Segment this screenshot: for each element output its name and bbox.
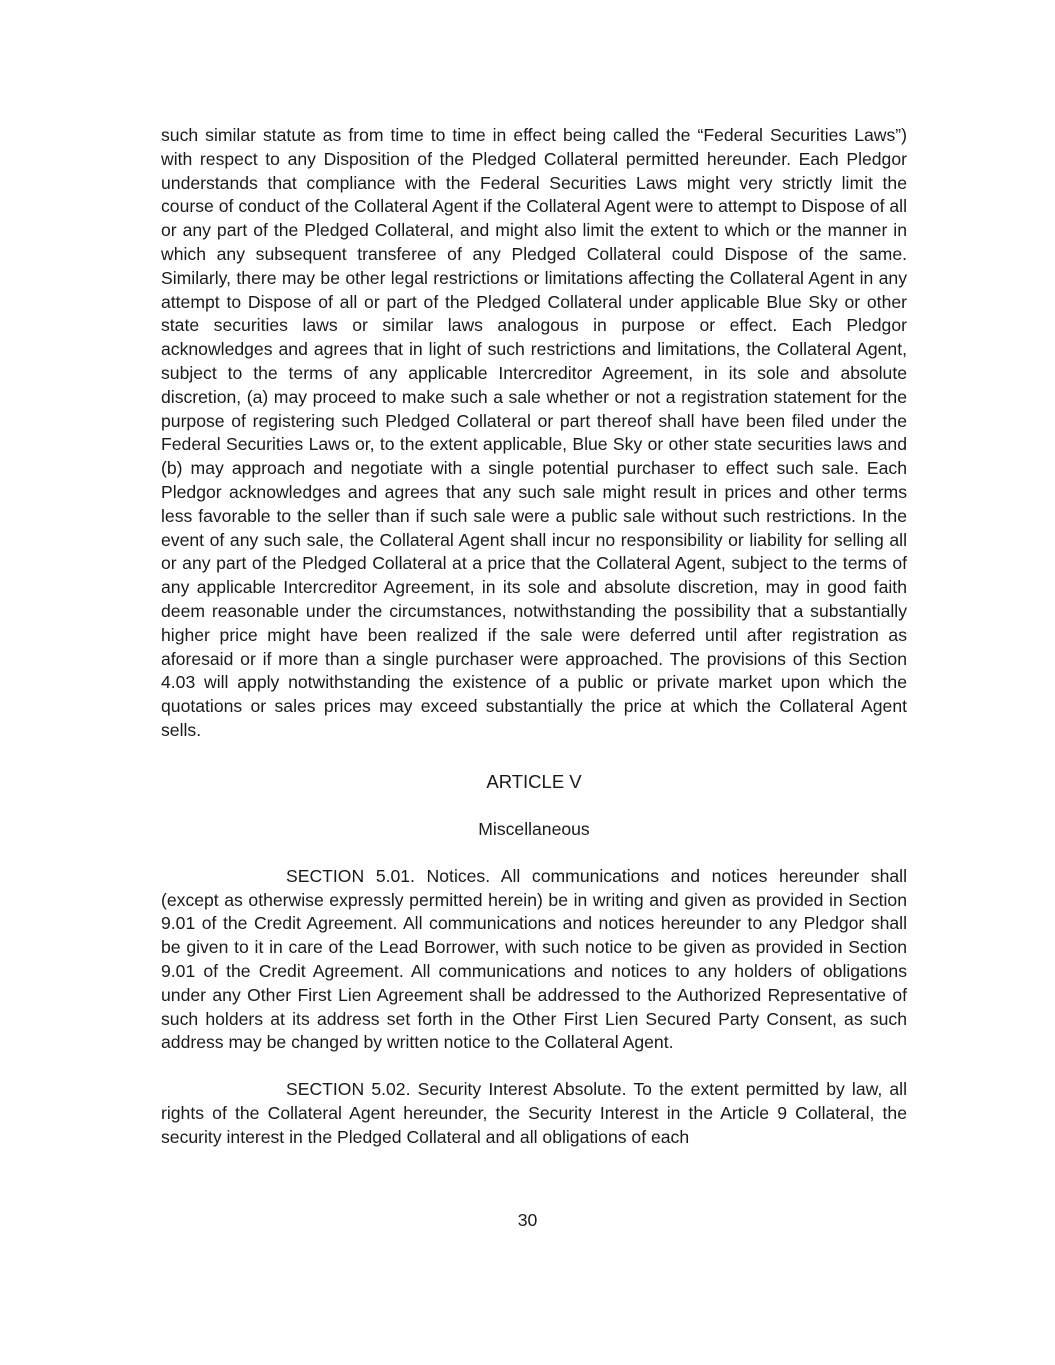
section-5-01-notices: SECTION 5.01. Notices. All communications and notices hereunder shall (except as otherwise expressly permitted herein) be in writing and given as provided in Section 9.01 of the Credit Agreement. All communications and notices hereunder to any Pledgor shall be given to it in care of the Lead Borrower, with such notice to be given as provided in Section 9.01 of the Credit Agreement. All communications and notices to any holders of obligations under any Other First Lien Agreement shall be addressed to the Authorized Representative of such holders at its address set forth in the Other First Lien Secured Party Consent, as such address may be changed by written notice to the Collateral Agent. [161, 865, 907, 1053]
page-number: 30 [517, 1210, 538, 1230]
section-5-02-security-interest-absolute: SECTION 5.02. Security Interest Absolute. To the extent permitted by law, all rights of the Collateral Agent hereunder, the Security Interest in the Article 9 Collateral, the security interest in the Pledged Collateral and all obligations of each [161, 1079, 907, 1147]
page-body [161, 124, 907, 1149]
article-title: Miscellaneous [478, 818, 590, 839]
article-heading: ARTICLE V [486, 770, 582, 792]
continuation-paragraph: such similar statute as from time to time in effect being called the “Federal Securities Laws”) with respect to any Disposition of the Pledged Collateral permitted hereunder. Each Pledgor understands that compliance with the Federal Securities Laws might very strictly limit the course of conduct of the Collateral Agent if the Collateral Agent were to attempt to Dispose of all or any part of the Pledged Collateral, and might also limit the extent to which or the manner in which any subsequent transferee of any Pledged Collateral could Dispose of the same. Similarly, there may be other legal restrictions or limitations affecting the Collateral Agent in any attempt to Dispose of all or part of the Pledged Collateral under applicable Blue Sky or other state securities laws or similar laws analogous in purpose or effect. Each Pledgor acknowledges and agrees that in light of such restrictions and limitations, the Collateral Agent, subject to the terms of any applicable Intercreditor Agreement, in its sole and absolute discretion, (a) may proceed to make such a sale whether or not a registration statement for the purpose of registering such Pledged Collateral or part thereof shall have been filed under the Federal Securities Laws or, to the extent applicable, Blue Sky or other state securities laws and (b) may approach and negotiate with a single potential purchaser to effect such sale. Each Pledgor acknowledges and agrees that any such sale might result in prices and other terms less favorable to the seller than if such sale were a public sale without such restrictions. In the event of any such sale, the Collateral Agent shall incur no responsibility or liability for selling all or any part of the Pledged Collateral at a price that the Collateral Agent, subject to the terms of any applicable Intercreditor Agreement, in its sole and absolute discretion, may in good faith deem reasonable under the circumstances, notwithstanding the possibility that a substantially higher price might have been realized if the sale were deferred until after registration as aforesaid or if more than a single purchaser were approached. The provisions of this Section 4.03 will apply notwithstanding the existence of a public or private market upon which the quotations or sales prices may exceed substantially the price at which the Collateral Agent sells. [161, 125, 907, 740]
